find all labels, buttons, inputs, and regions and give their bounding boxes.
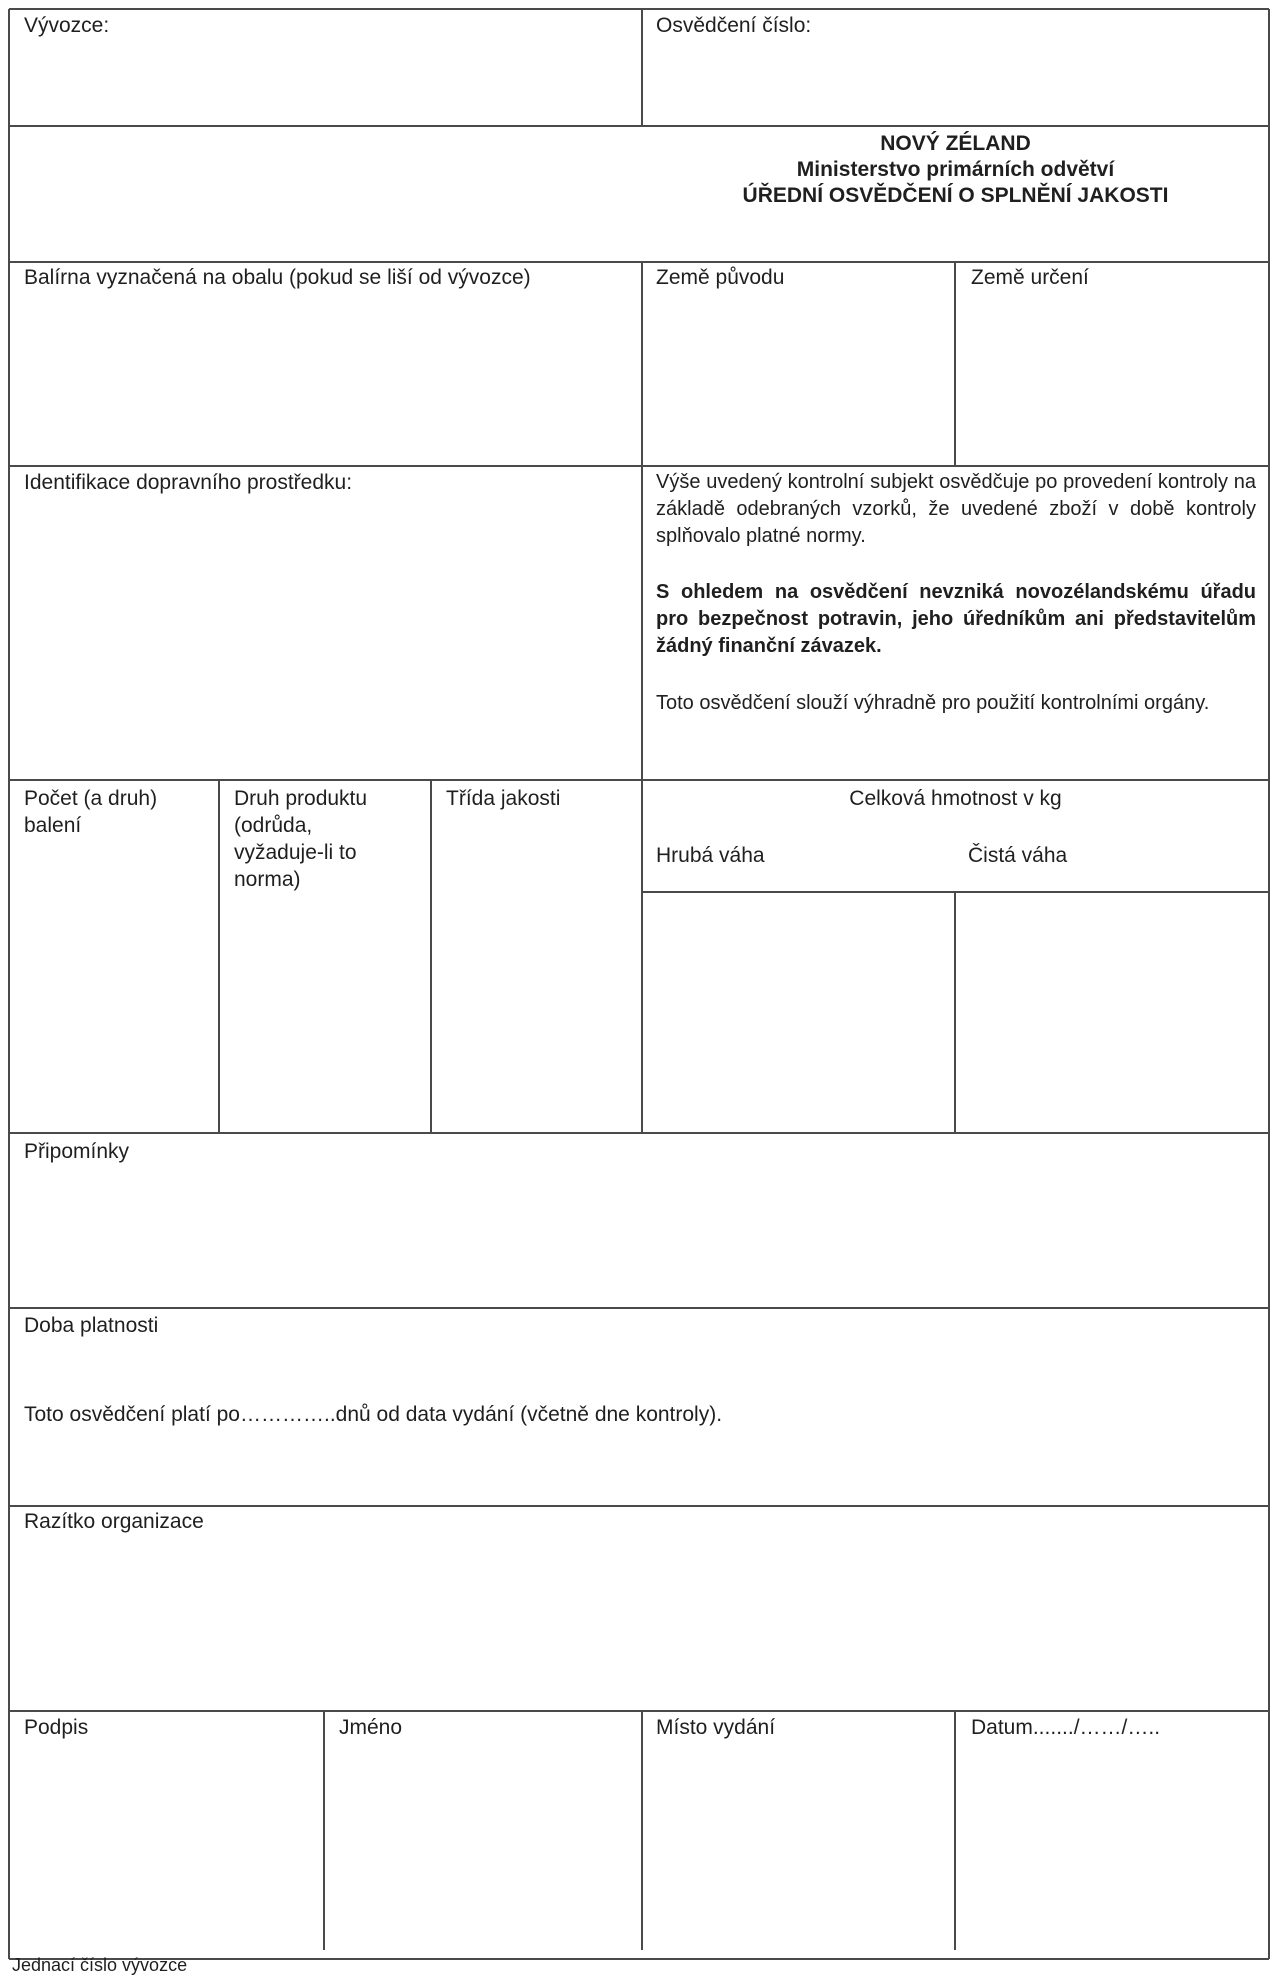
declaration-usage: Toto osvědčení slouží výhradně pro použití kontrolními orgány. bbox=[656, 692, 1210, 714]
validity-text: Toto osvědčení platí po…………..dnů od data vydání (včetně dne kontroly). bbox=[24, 1403, 723, 1426]
net-weight-label: Čistá váha bbox=[968, 844, 1068, 867]
country-of-destination-label: Země určení bbox=[971, 266, 1089, 289]
signature-label: Podpis bbox=[24, 1716, 89, 1739]
declaration-liability: S ohledem na osvědčení nevzniká novozélandskému úřadu pro bezpečnost potravin, jeho úředníkům ani představitelům žádný finanční závazek. bbox=[656, 581, 1256, 657]
remarks-label: Připomínky bbox=[24, 1140, 130, 1163]
transport-identification-label: Identifikace dopravního prostředku: bbox=[24, 471, 353, 494]
validity-label: Doba platnosti bbox=[24, 1314, 159, 1337]
quality-class-label: Třída jakosti bbox=[446, 787, 561, 810]
name-label: Jméno bbox=[339, 1716, 403, 1739]
header-title: ÚŘEDNÍ OSVĚDČENÍ O SPLNĚNÍ JAKOSTI bbox=[742, 184, 1169, 207]
packages-count-label-line2: balení bbox=[24, 814, 82, 837]
product-type-label-line2: (odrůda, bbox=[234, 814, 313, 837]
header-ministry: Ministerstvo primárních odvětví bbox=[796, 158, 1115, 181]
declaration-statement: Výše uvedený kontrolní subjekt osvědčuje po provedení kontroly na základě odebraných vzorků, že uvedené zboží v době kontroly splňovalo platné normy. bbox=[656, 471, 1256, 547]
gross-weight-label: Hrubá váha bbox=[656, 844, 765, 867]
organization-stamp-label: Razítko organizace bbox=[24, 1510, 204, 1533]
header-country: NOVÝ ZÉLAND bbox=[880, 132, 1031, 155]
country-of-origin-label: Země původu bbox=[656, 266, 785, 289]
product-type-label-line1: Druh produktu bbox=[234, 787, 368, 810]
exporter-label: Vývozce: bbox=[24, 14, 110, 37]
total-weight-label: Celková hmotnost v kg bbox=[849, 787, 1062, 810]
packer-label: Balírna vyznačená na obalu (pokud se liší od vývozce) bbox=[24, 266, 531, 289]
product-type-label-line4: norma) bbox=[234, 868, 301, 891]
exporter-reference-number-label: Jednací číslo vývozce bbox=[12, 1955, 188, 1975]
packages-count-label-line1: Počet (a druh) bbox=[24, 787, 158, 810]
date-label: Datum......./……/….. bbox=[971, 1716, 1161, 1739]
product-type-label-line3: vyžaduje-li to bbox=[234, 841, 357, 864]
certificate-number-label: Osvědčení číslo: bbox=[656, 14, 812, 37]
place-of-issue-label: Místo vydání bbox=[656, 1716, 776, 1739]
